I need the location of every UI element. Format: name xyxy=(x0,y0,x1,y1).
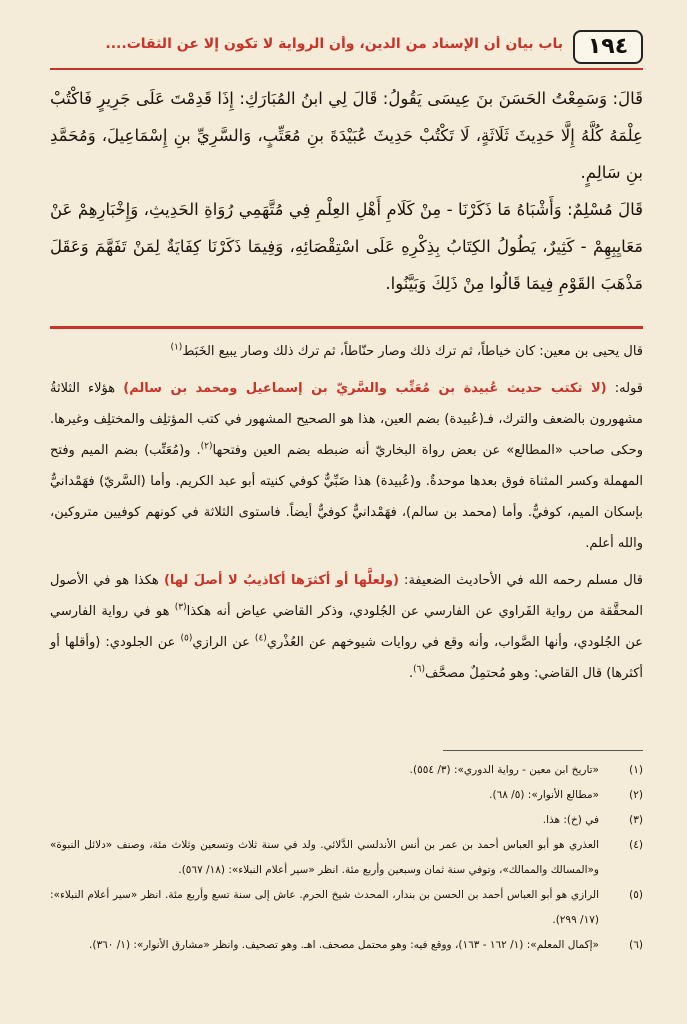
page-number: ١٩٤ xyxy=(573,30,643,64)
chapter-title: باب بيان أن الإسناد من الدين، وأن الرواية لا تكون إلا عن الثقات.... xyxy=(105,36,563,52)
footnote-number: (٣) xyxy=(629,814,643,826)
section-divider xyxy=(50,326,643,329)
commentary-text: هؤلاء الثلاثةُ مشهورون بالضعف والترك، فـ(عُبيدة) بضم العين، هذا هو الصحيح المشهور في كتب المؤتلِف والمختلِف وغيرها. وحكى صاحب «المطالع» عن بعض رواة البخاريّ أنه ضبطه بضم العين وفتحها xyxy=(50,381,643,458)
commentary-text: . و(مُعَتِّب) بضم الميم وفتح المهملة وكسر المثناة فوق بعدها موحدةٌ. و(عُبيدة) هذا ضَبِّيٌّ كوفي كنيته أبو عبد الكريم. وأما (السَّريّ) فهَمْدانيٌّ بإسكان الميم، كوفيٌّ. وأما (محمد بن سالم)، فهَمْدانيٌّ كوفيٌّ أيضاً. فاستوى الثلاثة في كونهم كوفيين متروكين، والله أعلم. xyxy=(50,443,643,551)
quoted-phrase: (لا تكتب حديث عُبيدة بن مُعَتِّب والسَّريّ بن إسماعيل ومحمد بن سالم) xyxy=(123,381,607,396)
footnote-ref[interactable]: (١) xyxy=(170,342,183,353)
page-header xyxy=(50,26,643,66)
footnote-ref[interactable]: (٥) xyxy=(180,633,193,644)
commentary-text: قوله: xyxy=(606,381,643,396)
footnotes xyxy=(50,758,643,958)
footnote-ref[interactable]: (٢) xyxy=(200,441,213,452)
commentary-text: عن الرازي xyxy=(192,635,255,650)
footnote-number: (١) xyxy=(629,764,643,776)
commentary-text: هو في رواية الفارسي عن الجُلودي، وأنها الصَّواب، وأنه وقع في روايات شيوخهم عن العُذْري xyxy=(50,604,643,650)
footnote-text: العذري هو أبو العباس أحمد بن عمر بن أنس الأندلسي الدَّلائي. ولد في سنة ثلاث وتسعين وثلاث مئة، وصنف «دلائل النبوة» و«المسالك والممالك»، وتوفي سنة ثمان وسبعين وأربع مئة. انظر «سير أعلام النبلاء»: (١٨/ ٥٦٧). xyxy=(50,839,599,876)
footnote-text: «مطالع الأنوار»: (٥/ ٦٨). xyxy=(489,789,599,801)
quoted-phrase: (ولعلَّها أو أكثرَها أكاذيبُ لا أصلَ لها) xyxy=(163,573,399,588)
commentary-text: قال مسلم رحمه الله في الأحاديث الضعيفة: xyxy=(398,573,643,588)
footnote xyxy=(50,758,643,783)
footnote-ref[interactable]: (٤) xyxy=(254,633,267,644)
commentary-paragraph-2 xyxy=(50,373,643,559)
footnote xyxy=(50,883,643,933)
commentary xyxy=(50,336,643,689)
commentary-text: عن الجلودي: (وأقلها أو أكثرها) قال القاضي: وهو مُحتمِلٌ مصحَّف xyxy=(50,635,643,681)
commentary-text: . xyxy=(408,666,414,681)
footnote xyxy=(50,783,643,808)
footnote-text: الرازي هو أبو العباس أحمد بن الحسن بن بندار، المحدث شيخ الحرم. عاش إلى سنة تسع وأربع مئة. انظر «سير أعلام النبلاء»: (١٧/ ٢٩٩). xyxy=(50,889,599,926)
footnote-number: (٦) xyxy=(629,939,643,951)
footnote-ref[interactable]: (٣) xyxy=(174,602,187,613)
commentary-text: قال يحيى بن معين: كان خياطاً، ثم ترك ذلك وصار حنّاطاً، ثم ترك ذلك وصار يبيع الخَبَط xyxy=(182,344,643,359)
footnote-text: «تاريخ ابن معين - رواية الدوري»: (٣/ ٥٥٤). xyxy=(409,764,599,776)
footnote-rule xyxy=(443,750,643,751)
footnote-number: (٤) xyxy=(629,839,643,851)
footnote-number: (٢) xyxy=(629,789,643,801)
commentary-text: هكذا هو في الأصول المحقَّقة من رواية الفَراوي عن الفارسي عن الجُلودي، وذكر القاضي عياض أنه هكذا xyxy=(50,573,643,619)
footnote xyxy=(50,833,643,883)
footnote-ref[interactable]: (٦) xyxy=(413,664,425,675)
commentary-paragraph-1 xyxy=(50,336,643,367)
footnote xyxy=(50,808,643,833)
footnote-number: (٥) xyxy=(629,889,643,901)
footnote-text: «إكمال المعلم»: (١/ ١٦٢ - ١٦٣)، ووقع فيه: وهو محتمل مصحف. اهـ. وهو تصحيف. وانظر «مشارق الأنوار»: (١/ ٣٦٠). xyxy=(89,939,599,951)
footnote xyxy=(50,933,643,958)
main-text xyxy=(50,80,643,302)
footnote-text: في (خ): هذا. xyxy=(542,814,599,826)
header-rule xyxy=(50,68,643,70)
main-paragraph: قَالَ: وَسَمِعْتُ الحَسَنَ بنَ عِيسَى يَقُولُ: قَالَ لِي ابنُ المُبَارَكِ: إِذَا قَدِمْتَ عَلَى جَرِيرٍ فَاكْتُبْ عِلْمَهُ كُلَّهُ إِلَّا حَدِيثَ ثَلَاثَةٍ، لَا تَكْتُبْ حَدِيثَ عُبَيْدَةَ بنِ مُعَتِّبٍ، وَالسَّرِيِّ بنِ إِسْمَاعِيلَ، وَمُحَمَّدِ بنِ سَالِمٍ. xyxy=(50,89,643,182)
main-paragraph: قَالَ مُسْلِمٌ: وَأَشْبَاهُ مَا ذَكَرْنَا - مِنْ كَلَامِ أَهْلِ العِلْمِ فِي مُتَّهَمِي رُوَاةِ الحَدِيثِ، وَإِخْبَارِهِمْ عَنْ مَعَايِبِهِمْ - كَثِيرٌ، يَطُولُ الكِتَابُ بِذِكْرِهِ عَلَى اسْتِقْصَائِهِ، وَفِيمَا ذَكَرْنَا كِفَايَةٌ لِمَنْ تَفَهَّمَ وَعَقَلَ مَذْهَبَ القَوْمِ فِيمَا قَالُوا مِنْ ذَلِكَ وَبَيَّنُوا. xyxy=(50,200,643,293)
commentary-paragraph-3 xyxy=(50,565,643,689)
